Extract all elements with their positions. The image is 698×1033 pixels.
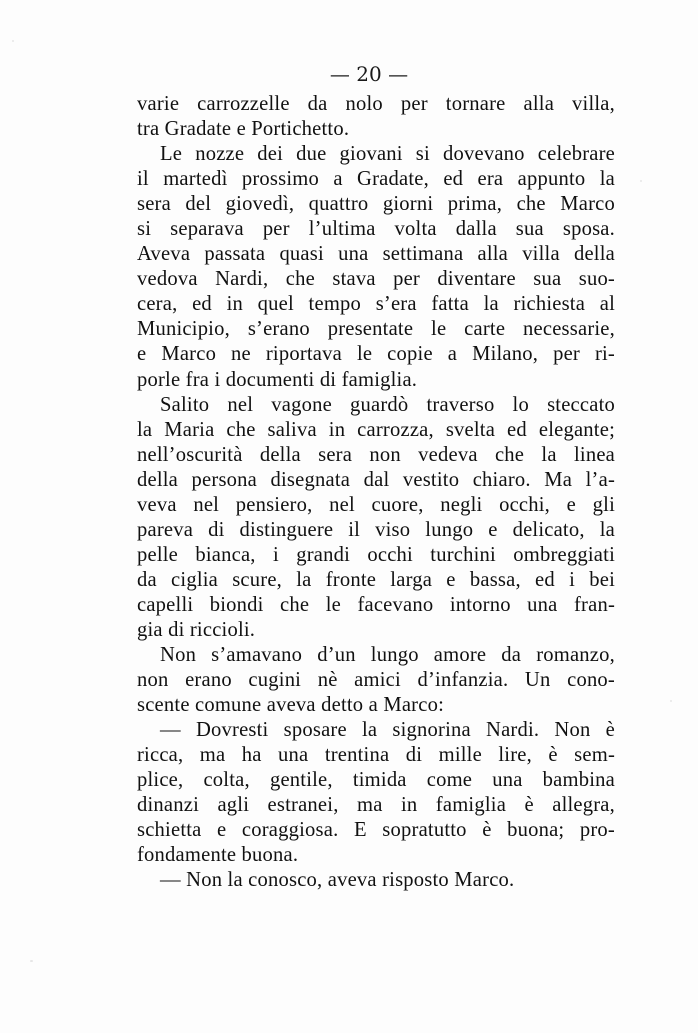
text-line: non erano cugini nè amici d’infanzia. Un cono- (137, 669, 615, 692)
text-line: plice, colta, gentile, timida come una bambina (137, 769, 615, 792)
text-line: ricca, ma ha una trentina di mille lire, è sem- (137, 744, 615, 767)
text-line: pelle bianca, i grandi occhi turchini ombreggiati (137, 543, 615, 566)
text-line: e Marco ne riportava le copie a Milano, per ri- (137, 343, 615, 366)
text-line: Salito nel vagone guardò traverso lo steccato (160, 393, 615, 416)
text-line: si separava per l’ultima volta dalla sua sposa. (137, 218, 615, 241)
text-line: nell’oscurità della sera non vedeva che la linea (137, 443, 615, 466)
text-line: vedova Nardi, che stava per diventare sua suo- (137, 268, 615, 291)
text-line: il martedì prossimo a Gradate, ed era appunto la (137, 168, 615, 191)
text-line: gia di riccioli. (137, 618, 256, 641)
text-line: capelli biondi che le facevano intorno una fran- (137, 593, 615, 616)
text-line: Le nozze dei due giovani si dovevano celebrare (160, 143, 615, 166)
text-line: — Non la conosco, aveva risposto Marco. (160, 869, 515, 892)
text-line: veva nel pensiero, nel cuore, negli occhi, e gli (137, 493, 615, 516)
text-line: la Maria che saliva in carrozza, svelta ed elegante; (137, 418, 615, 441)
text-line: sera del giovedì, quattro giorni prima, che Marco (137, 193, 615, 216)
text-line: Municipio, s’erano presentate le carte necessarie, (137, 318, 615, 341)
text-line: — Dovresti sposare la signorina Nardi. Non è (160, 719, 615, 742)
body-text (137, 92, 615, 894)
paper-speck (640, 180, 642, 182)
text-line: da ciglia scure, la fronte larga e bassa, ed i bei (137, 568, 615, 591)
paper-speck (12, 40, 14, 42)
text-line: dinanzi agli estranei, ma in famiglia è allegra, (137, 794, 615, 817)
text-line: fondamente buona. (137, 844, 299, 867)
text-line: Non s’amavano d’un lungo amore da romanzo, (160, 644, 615, 667)
text-line: Aveva passata quasi una settimana alla villa della (137, 243, 615, 266)
text-line: della persona disegnata dal vestito chiaro. Ma l’a- (137, 468, 615, 491)
page-number: — 20 — (329, 62, 409, 86)
text-line: porle fra i documenti di famiglia. (137, 368, 418, 391)
text-line: varie carrozzelle da nolo per tornare alla villa, (137, 93, 615, 115)
text-line: pareva di distinguere il viso lungo e delicato, la (137, 518, 615, 541)
text-line: tra Gradate e Portichetto. (137, 118, 350, 141)
text-line: schietta e coraggiosa. E sopratutto è buona; pro- (137, 819, 615, 842)
text-line: scente comune aveva detto a Marco: (137, 694, 444, 717)
paper-speck (30, 960, 33, 962)
text-line: cera, ed in quel tempo s’era fatta la richiesta al (137, 293, 615, 316)
paper-speck (670, 700, 672, 702)
